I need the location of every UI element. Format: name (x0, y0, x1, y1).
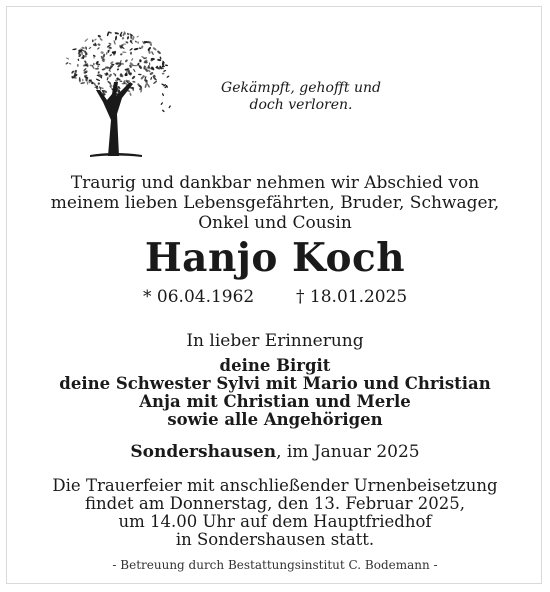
funeral-line: um 14.00 Uhr auf dem Hauptfriedhof (118, 512, 432, 531)
intro-line: meinem lieben Lebensgefährten, Bruder, Schwager, (50, 193, 500, 213)
funeral-line: Die Trauerfeier mit anschließender Urnenbeisetzung (52, 476, 498, 495)
birth-date: * 06.04.1962 (143, 287, 255, 307)
funeral-line: findet am Donnerstag, den 13. Februar 2025, (85, 494, 465, 513)
place-and-date (0, 442, 550, 462)
mourner-line: deine Birgit (219, 356, 331, 375)
mourner-line: Anja mit Christian und Merle (139, 392, 411, 411)
place-city: Sondershausen (130, 442, 277, 462)
mourner-line: sowie alle Angehörigen (167, 410, 383, 429)
mourners-list (0, 357, 550, 429)
motto-line: Gekämpft, gehofft und (221, 80, 381, 96)
place-date: , im Januar 2025 (276, 442, 420, 462)
deceased-name: Hanjo Koch (144, 235, 406, 281)
funeral-info (0, 477, 550, 549)
funeral-line: in Sondershausen statt. (175, 530, 375, 549)
intro-text (0, 173, 550, 233)
mourner-line: deine Schwester Sylvi mit Mario und Christian (59, 374, 491, 393)
death-date: † 18.01.2025 (296, 287, 408, 307)
intro-line: Traurig und dankbar nehmen wir Abschied von (70, 173, 480, 193)
motto (206, 80, 396, 114)
motto-line: doch verloren. (249, 97, 353, 113)
tree-icon (56, 24, 172, 158)
funeral-home-note: - Betreuung durch Bestattungsinstitut C. Bodemann - (112, 558, 438, 572)
intro-line: Onkel und Cousin (198, 213, 352, 233)
remembrance-text: In lieber Erinnerung (186, 331, 364, 351)
